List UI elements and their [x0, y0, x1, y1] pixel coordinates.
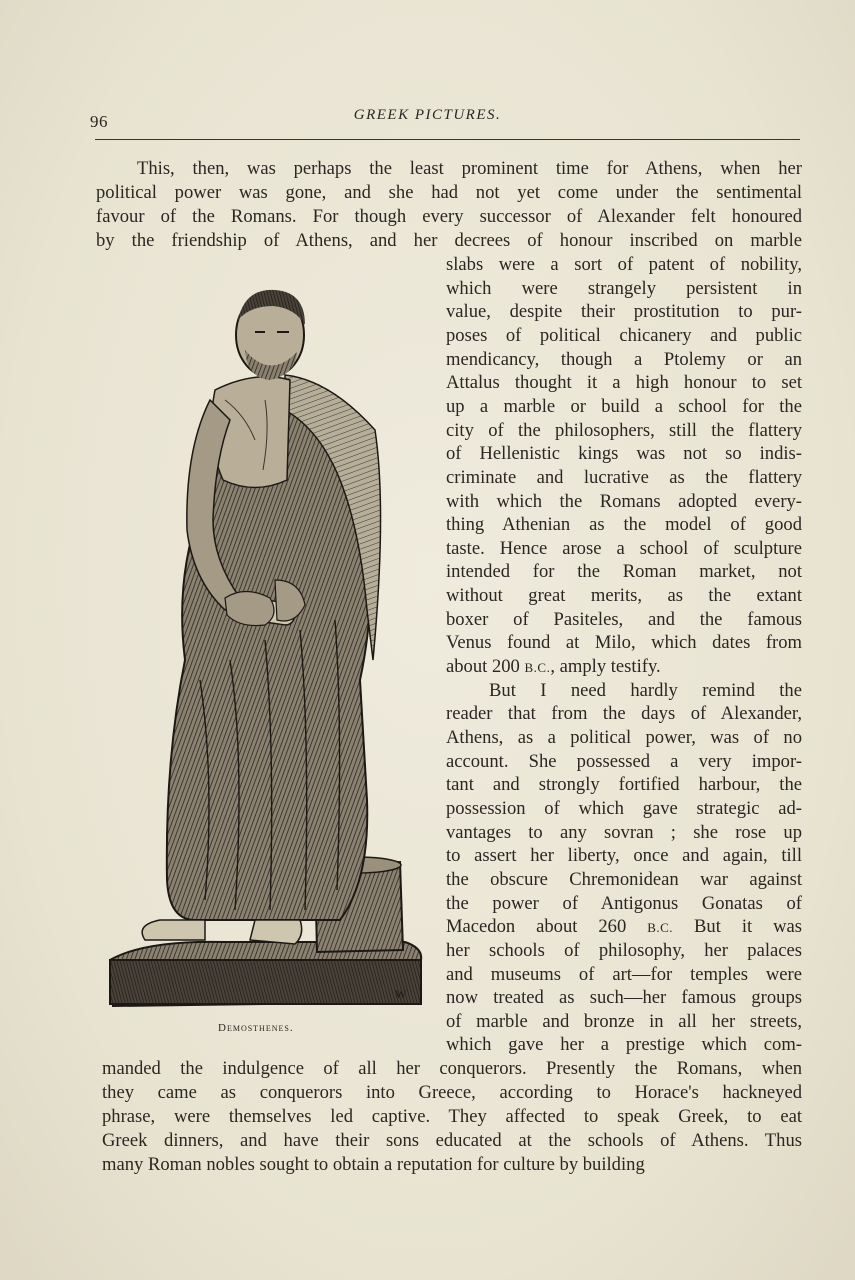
text-line: of Hellenistic kings was not so indis-	[446, 443, 802, 465]
figure-caption: Demosthenes.	[218, 1022, 294, 1034]
text-line: slabs were a sort of patent of nobility,	[446, 254, 802, 275]
text-line: Attalus thought it a high honour to set	[446, 372, 802, 394]
engraver-mark: W	[395, 987, 407, 1001]
text-line: about 200 B.C., amply testify.	[446, 656, 661, 678]
text-line: criminate and lucrative as the flattery	[446, 466, 802, 488]
text-line: taste. Hence arose a school of sculpture	[446, 537, 802, 559]
text-line: account. She possessed a very impor-	[446, 750, 802, 772]
statue-of-demosthenes-engraving	[105, 280, 425, 1020]
text-line: now treated as such—her famous groups	[446, 987, 802, 1009]
text-line: poses of political chicanery and public	[446, 324, 802, 346]
text-line: Venus found at Milo, which dates from	[446, 632, 802, 654]
text-line: possession of which gave strategic ad-	[446, 797, 802, 819]
text-line: which were strangely persistent in	[446, 277, 802, 299]
text-line: without great merits, as the extant	[446, 585, 802, 607]
text-line: value, despite their prostitution to pur-	[446, 301, 802, 323]
text-line: phrase, were themselves led captive. They affected to speak Greek, to eat	[102, 1106, 802, 1127]
text-line: they came as conquerors into Greece, according to Horace's hackneyed	[102, 1082, 802, 1103]
text-line: thing Athenian as the model of good	[446, 514, 802, 536]
text-line: which gave her a prestige which com-	[446, 1034, 802, 1056]
text-line: boxer of Pasiteles, and the famous	[446, 608, 802, 630]
text-line: mendicancy, though a Ptolemy or an	[446, 348, 802, 370]
text-line: city of the philosophers, still the flattery	[446, 419, 802, 441]
text-line: Greek dinners, and have their sons educated at the schools of Athens. Thus	[102, 1130, 802, 1151]
text-line: many Roman nobles sought to obtain a reputation for culture by building	[102, 1154, 645, 1175]
text-line: her schools of philosophy, her palaces	[446, 939, 802, 961]
text-line: This, then, was perhaps the least prominent time for Athens, when her	[137, 158, 802, 179]
text-line: But I need hardly remind the	[489, 679, 802, 701]
text-line: manded the indulgence of all her conquerors. Presently the Romans, when	[102, 1058, 802, 1079]
text-line: of marble and bronze in all her streets,	[446, 1010, 802, 1032]
text-line: and museums of art—for temples were	[446, 963, 802, 985]
text-line: reader that from the days of Alexander,	[446, 703, 802, 725]
text-line: Athens, as a political power, was of no	[446, 727, 802, 748]
text-line: the obscure Chremonidean war against	[446, 868, 802, 890]
page-number: 96	[90, 112, 108, 131]
text-line: intended for the Roman market, not	[446, 561, 802, 583]
text-line: the power of Antigonus Gonatas of	[446, 892, 802, 914]
text-line: favour of the Romans. For though every successor of Alexander felt honoured	[96, 206, 802, 227]
text-line: by the friendship of Athens, and her decrees of honour inscribed on marble	[96, 230, 802, 251]
text-line: with which the Romans adopted every-	[446, 490, 802, 512]
text-line: political power was gone, and she had not yet come under the sentimental	[96, 182, 802, 203]
text-line: tant and strongly fortified harbour, the	[446, 774, 802, 796]
header-rule	[95, 139, 800, 140]
text-line: to assert her liberty, once and again, till	[446, 845, 802, 867]
running-title: GREEK PICTURES.	[353, 107, 502, 123]
text-line: Macedon about 260 B.C. But it was	[446, 916, 803, 938]
text-line: up a marble or build a school for the	[446, 395, 802, 417]
text-line: vantages to any sovran ; she rose up	[446, 821, 802, 843]
